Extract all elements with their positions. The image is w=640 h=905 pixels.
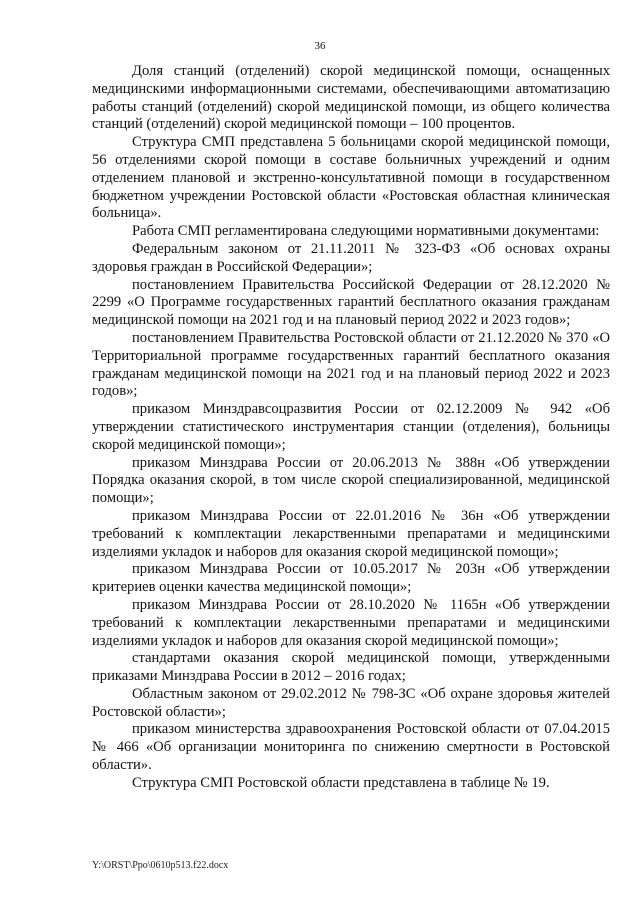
paragraph: Доля станций (отделений) скорой медицинской помощи, оснащенных медицинскими информационными системами, обеспечивающими автоматизацию работы станций (отделений) скорой медицинской помощи, из общего количества станций (отделений) скорой медицинской помощи – 100 процентов. [92,63,610,133]
paragraph: приказом Минздрава России от 10.05.2017 № 203н «Об утверждении критериев оценки качества медицинской помощи»; [92,561,610,596]
paragraph: приказом Минздравсоцразвития России от 02.12.2009 № 942 «Об утверждении статистического инструментария станции (отделения), больницы скорой медицинской помощи»; [92,401,610,453]
paragraph: Работа СМП регламентирована следующими нормативными документами: [132,223,600,240]
document-body [92,63,610,793]
paragraph: приказом Минздрава России от 28.10.2020 № 1165н «Об утверждении требований к комплектации лекарственными препаратами и медицинскими изделиями укладок и наборов для оказания скорой медицинской помощи»; [92,596,610,649]
paragraph: приказом министерства здравоохранения Ростовской области от 07.04.2015 № 466 «Об организации мониторинга по снижению смертности в Ростовской области». [92,721,610,774]
file-path-footer: Y:\ORST\Ppo\0610p513.f22.docx [92,860,229,871]
paragraph: постановлением Правительства Ростовской области от 21.12.2020 № 370 «О Территориальной программе государственных гарантий бесплатного оказания гражданам медицинской помощи на 2021 год и на плановый период 2022 и 2023 годов»; [92,329,610,400]
paragraph: Структура СМП Ростовской области представлена в таблице № 19. [132,774,550,791]
paragraph: Федеральным законом от 21.11.2011 № 323-ФЗ «Об основах охраны здоровья граждан в Российской Федерации»; [92,240,610,275]
paragraph: Областным законом от 29.02.2012 № 798-ЗС «Об охране здоровья жителей Ростовской области»; [92,685,610,720]
paragraph: стандартами оказания скорой медицинской помощи, утвержденными приказами Минздрава России в 2012 – 2016 годах; [92,650,610,685]
paragraph: приказом Минздрава России от 20.06.2013 № 388н «Об утверждении Порядка оказания скорой, в том числе скорой специализированной, медицинской помощи»; [92,454,610,507]
page-number: 36 [314,40,326,52]
paragraph: Структура СМП представлена 5 больницами скорой медицинской помощи, 56 отделениями скорой помощи в составе больничных учреждений и одним отделением плановой и экстренно-консультативной помощи в государственном бюджетном учреждении Ростовской области «Ростовская областная клиническая больница». [92,134,610,222]
paragraph: постановлением Правительства Российской Федерации от 28.12.2020 № 2299 «О Программе государственных гарантий бесплатного оказания гражданам медицинской помощи на 2021 год и на плановый период 2022 и 2023 годов»; [92,276,610,329]
paragraph: приказом Минздрава России от 22.01.2016 № 36н «Об утверждении требований к комплектации лекарственными препаратами и медицинскими изделиями укладок и наборов для оказания скорой медицинской помощи»; [92,507,610,560]
